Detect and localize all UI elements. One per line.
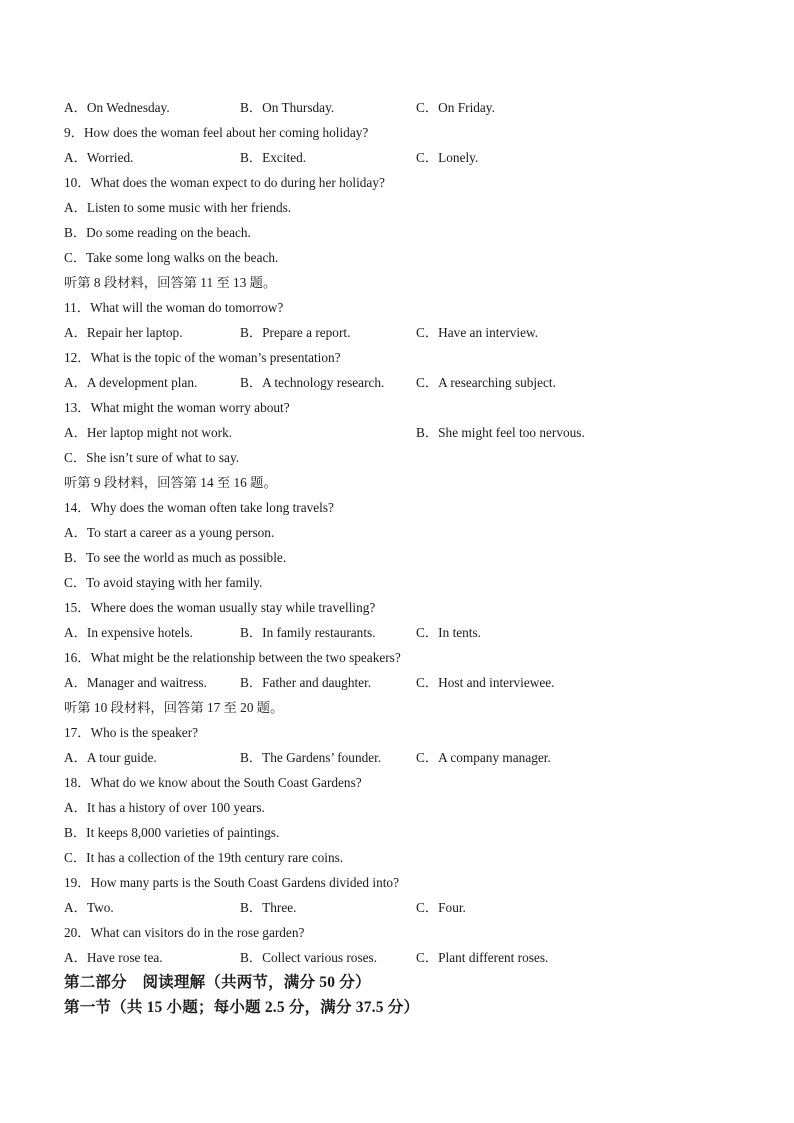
- question-line: A．Listen to some music with her friends.: [64, 200, 292, 215]
- answer-option: A．Have rose tea.: [64, 950, 163, 965]
- question-line: B．Do some reading on the beach.: [64, 225, 251, 240]
- answer-option: B．Father and daughter.: [240, 675, 372, 690]
- answer-option: B．The Gardens’ founder.: [240, 750, 382, 765]
- answer-option: A．Repair her laptop.: [64, 325, 183, 340]
- answer-option: C．A researching subject.: [416, 375, 556, 390]
- answer-option: B．On Thursday.: [240, 100, 335, 115]
- answer-option: A．A tour guide.: [64, 750, 157, 765]
- answer-option: A．A development plan.: [64, 375, 198, 390]
- answer-option: B．She might feel too nervous.: [416, 425, 585, 440]
- answer-option: A．Worried.: [64, 150, 134, 165]
- question-line: 11．What will the woman do tomorrow?: [64, 300, 284, 315]
- answer-option: A．Her laptop might not work.: [64, 425, 233, 440]
- answer-option: A．On Wednesday.: [64, 100, 170, 115]
- answer-option: C．On Friday.: [416, 100, 495, 115]
- question-line: 15．Where does the woman usually stay while travelling?: [64, 600, 376, 615]
- question-line: A．It has a history of over 100 years.: [64, 800, 265, 815]
- question-line: 16．What might be the relationship between the two speakers?: [64, 650, 401, 665]
- answer-option: A．In expensive hotels.: [64, 625, 193, 640]
- question-line: 听第 9 段材料，回答第 14 至 16 题。: [64, 475, 277, 490]
- question-line: 19．How many parts is the South Coast Gardens divided into?: [64, 875, 399, 890]
- answer-option: A．Manager and waitress.: [64, 675, 207, 690]
- answer-option: B．Collect various roses.: [240, 950, 378, 965]
- answer-option: B．A technology research.: [240, 375, 385, 390]
- question-line: C．She isn’t sure of what to say.: [64, 450, 240, 465]
- answer-option: C．A company manager.: [416, 750, 551, 765]
- answer-option: A．Two.: [64, 900, 114, 915]
- question-line: C．To avoid staying with her family.: [64, 575, 263, 590]
- question-line: C．Take some long walks on the beach.: [64, 250, 279, 265]
- question-line: 18．What do we know about the South Coast Gardens?: [64, 775, 362, 790]
- answer-option: C．Lonely.: [416, 150, 479, 165]
- answer-option: C．In tents.: [416, 625, 482, 640]
- answer-option: C．Have an interview.: [416, 325, 539, 340]
- question-line: A．To start a career as a young person.: [64, 525, 275, 540]
- answer-option: B．In family restaurants.: [240, 625, 376, 640]
- question-line: 10．What does the woman expect to do during her holiday?: [64, 175, 385, 190]
- answer-option: C．Plant different roses.: [416, 950, 549, 965]
- question-line: 9．How does the woman feel about her coming holiday?: [64, 125, 369, 140]
- question-line: B．To see the world as much as possible.: [64, 550, 287, 565]
- question-line: B．It keeps 8,000 varieties of paintings.: [64, 825, 280, 840]
- answer-option: C．Host and interviewee.: [416, 675, 555, 690]
- question-line: 12．What is the topic of the woman’s presentation?: [64, 350, 341, 365]
- section-heading: 第二部分 阅读理解（共两节，满分 50 分）: [64, 974, 371, 991]
- question-line: 14．Why does the woman often take long travels?: [64, 500, 334, 515]
- answer-option: B．Excited.: [240, 150, 307, 165]
- question-line: 20．What can visitors do in the rose garden?: [64, 925, 305, 940]
- answer-option: B．Three.: [240, 900, 297, 915]
- answer-option: C．Four.: [416, 900, 466, 915]
- question-line: 听第 8 段材料，回答第 11 至 13 题。: [64, 275, 277, 290]
- question-line: C．It has a collection of the 19th century rare coins.: [64, 850, 344, 865]
- question-line: 17．Who is the speaker?: [64, 725, 199, 740]
- question-line: 13．What might the woman worry about?: [64, 400, 290, 415]
- question-line: 听第 10 段材料，回答第 17 至 20 题。: [64, 700, 284, 715]
- answer-option: B．Prepare a report.: [240, 325, 351, 340]
- section-heading: 第一节（共 15 小题；每小题 2.5 分，满分 37.5 分）: [64, 999, 420, 1016]
